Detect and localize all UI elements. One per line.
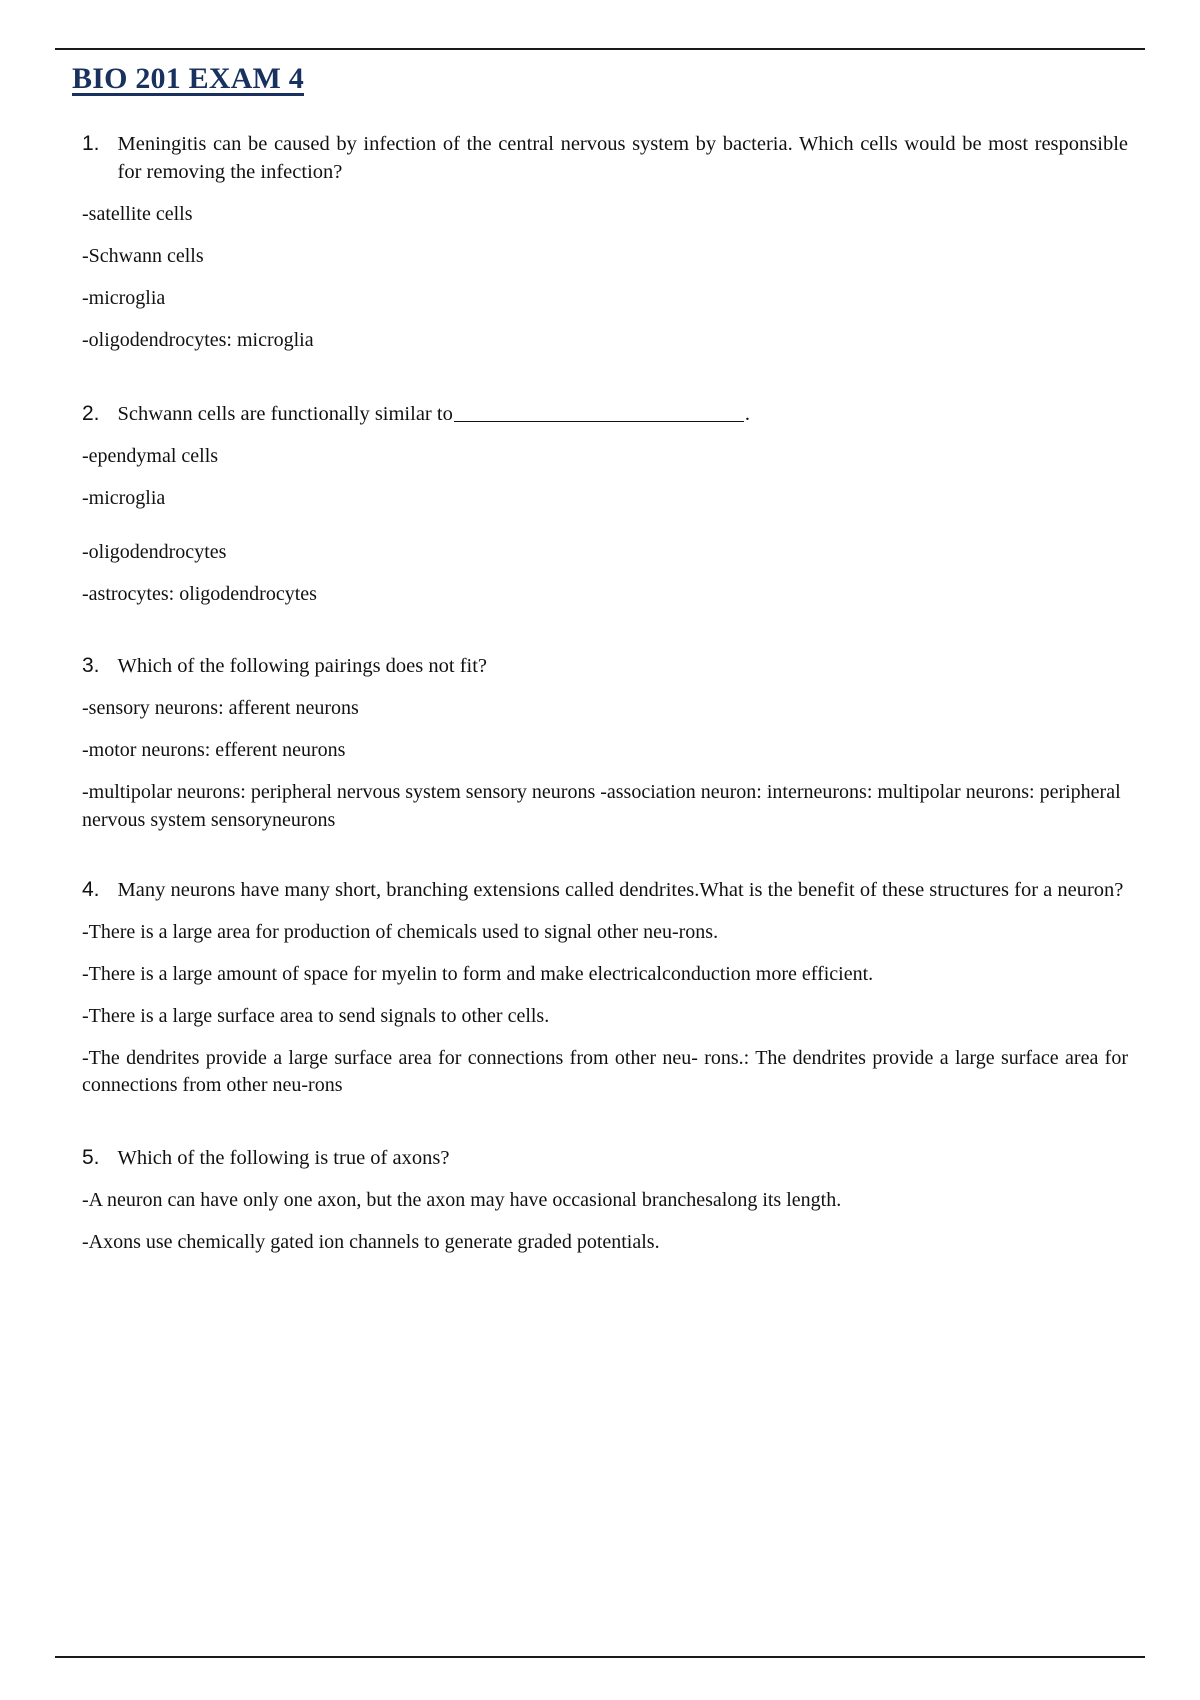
question-5-heading <box>82 1144 1128 1173</box>
question-block-1 <box>72 130 1128 354</box>
document-content <box>72 62 1128 1282</box>
question-3-option-1[interactable]: -sensory neurons: afferent neurons <box>82 697 359 719</box>
question-2-option-2[interactable]: -microglia <box>82 487 166 510</box>
question-5-text: Which of the following is true of axons? <box>117 1146 450 1169</box>
question-3-option-3[interactable]: -multipolar neurons: peripheral nervous system sensory neurons -association neuron: interneurons: multipolar neurons: peripheral nervous system sensoryneurons <box>82 781 1121 831</box>
question-3-text: Which of the following pairings does not fit? <box>117 655 488 678</box>
footer-rule <box>55 1656 1145 1658</box>
page-title: BIO 201 EXAM 4 <box>72 62 304 95</box>
question-block-2 <box>72 400 1128 608</box>
question-4-option-3[interactable]: -There is a large surface area to send signals to other cells. <box>82 1005 550 1028</box>
question-2-text <box>118 400 1128 428</box>
question-4-option-2[interactable]: -There is a large amount of space for myelin to form and make electricalconduction more efficient. <box>82 962 874 985</box>
question-1-option-4[interactable]: -oligodendrocytes: microglia <box>82 329 314 352</box>
question-1-option-3[interactable]: -microglia <box>82 286 166 309</box>
question-3-option-2[interactable]: -motor neurons: efferent neurons <box>82 739 346 762</box>
question-4-text: Many neurons have many short, branching extensions called dendrites.What is the benefit of these structures for a neuron? <box>117 878 1124 901</box>
question-3-heading <box>82 652 1128 681</box>
question-2-blank-field[interactable] <box>454 402 744 422</box>
header-rule <box>55 48 1145 50</box>
question-5-option-1[interactable]: -A neuron can have only one axon, but the axon may have occasional branchesalong its length. <box>82 1188 842 1211</box>
question-4-option-1[interactable]: -There is a large area for production of chemicals used to signal other neu-rons. <box>82 920 719 943</box>
question-1-option-1[interactable]: -satellite cells <box>82 202 193 225</box>
question-2-period: . <box>744 403 750 426</box>
question-2-option-4[interactable]: -astrocytes: oligodendrocytes <box>82 582 317 605</box>
question-2-number: 2. <box>82 402 100 426</box>
question-1-option-2[interactable]: -Schwann cells <box>82 244 204 267</box>
question-block-4 <box>72 876 1128 1100</box>
question-block-3 <box>72 652 1128 834</box>
question-4-option-4[interactable]: -The dendrites provide a large surface area for connections from other neu- rons.: The dendrites provide a large surface area for connections from other neu-rons <box>82 1047 1128 1097</box>
question-4-heading <box>82 876 1128 905</box>
question-2-option-1[interactable]: -ependymal cells <box>82 445 219 468</box>
question-2-prompt: Schwann cells are functionally similar to <box>117 403 453 426</box>
question-block-5 <box>72 1144 1128 1256</box>
question-2-option-3[interactable]: -oligodendrocytes <box>82 540 227 563</box>
question-5-number: 5. <box>82 1145 100 1169</box>
question-4-number: 4. <box>82 877 100 901</box>
question-1-number: 1. <box>82 132 100 155</box>
question-3-number: 3. <box>82 654 100 678</box>
question-2-heading <box>82 400 1128 429</box>
question-5-option-2[interactable]: -Axons use chemically gated ion channels to generate graded potentials. <box>82 1230 660 1253</box>
question-1-heading <box>82 130 1128 187</box>
question-1-text: Meningitis can be caused by infection of the central nervous system by bacteria. Which cells would be most responsible for removing the infection? <box>117 133 1128 184</box>
